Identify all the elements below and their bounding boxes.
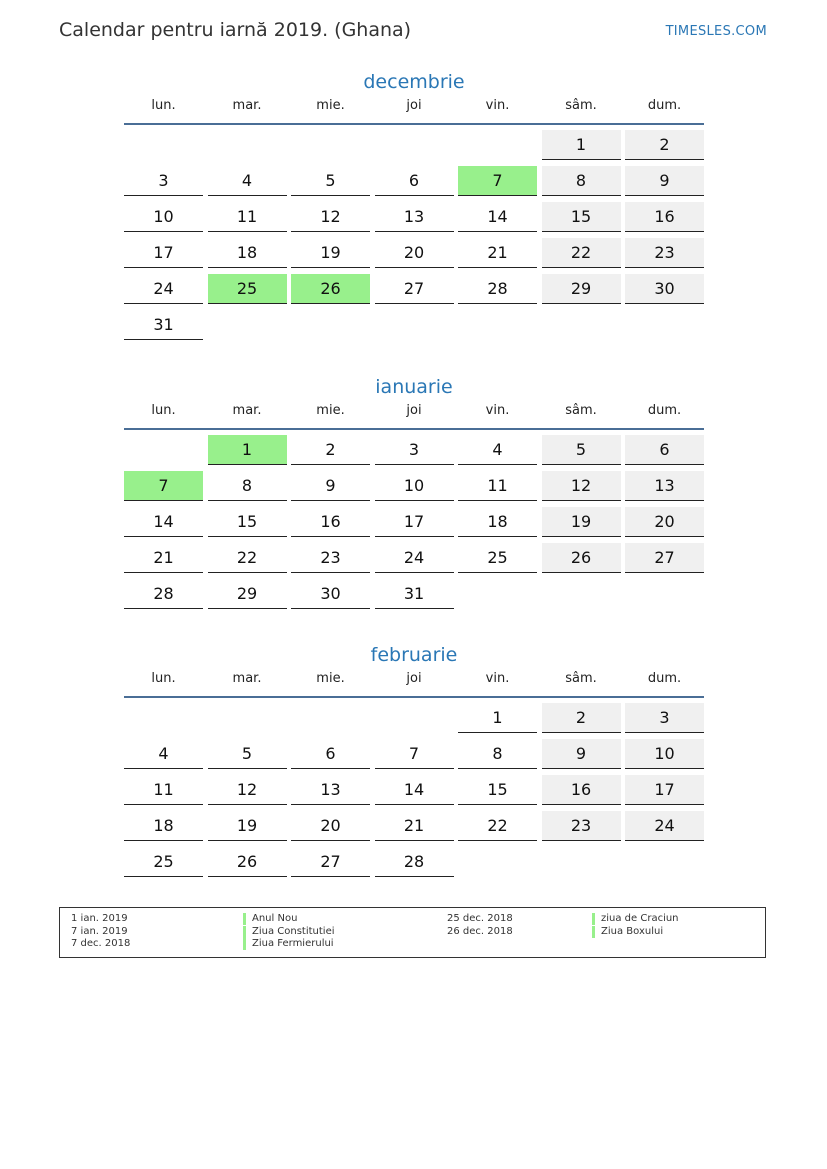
day-cell[interactable]: 29 xyxy=(542,274,621,304)
day-cell[interactable]: 28 xyxy=(375,847,454,877)
day-cell[interactable]: 1 xyxy=(542,130,621,160)
weekday-label: joi xyxy=(406,671,422,686)
empty-day-cell xyxy=(124,130,203,160)
weekday-label: vin. xyxy=(485,671,510,686)
legend-holiday-name: Ziua Fermierului xyxy=(243,938,334,950)
day-cell[interactable]: 2 xyxy=(291,435,370,465)
week-row xyxy=(124,543,704,579)
day-cell[interactable]: 13 xyxy=(625,471,704,501)
weekday-header xyxy=(124,96,704,125)
day-cell[interactable]: 12 xyxy=(291,202,370,232)
day-cell[interactable]: 12 xyxy=(208,775,287,805)
weekday-label: dum. xyxy=(647,671,682,686)
day-cell[interactable]: 26 xyxy=(542,543,621,573)
empty-day-cell xyxy=(458,847,537,877)
day-cell[interactable]: 22 xyxy=(208,543,287,573)
day-cell[interactable]: 16 xyxy=(625,202,704,232)
week-row xyxy=(124,471,704,507)
day-cell[interactable]: 17 xyxy=(625,775,704,805)
day-cell[interactable]: 17 xyxy=(375,507,454,537)
day-cell[interactable]: 24 xyxy=(375,543,454,573)
legend-date: 26 dec. 2018 xyxy=(447,926,513,937)
day-cell[interactable]: 7 xyxy=(124,471,203,501)
legend-holiday-name: Ziua Constitutiei xyxy=(243,926,335,938)
day-cell[interactable]: 25 xyxy=(208,274,287,304)
day-cell[interactable]: 19 xyxy=(208,811,287,841)
empty-day-cell xyxy=(458,310,537,340)
day-cell[interactable]: 8 xyxy=(542,166,621,196)
day-cell[interactable]: 20 xyxy=(291,811,370,841)
legend-date: 25 dec. 2018 xyxy=(447,913,513,924)
day-cell[interactable]: 10 xyxy=(375,471,454,501)
empty-day-cell xyxy=(375,310,454,340)
legend-holiday-name: Ziua Boxului xyxy=(592,926,663,938)
day-cell[interactable]: 8 xyxy=(458,739,537,769)
day-cell[interactable]: 7 xyxy=(458,166,537,196)
weekday-label: mie. xyxy=(316,671,345,686)
day-cell[interactable]: 20 xyxy=(375,238,454,268)
empty-day-cell xyxy=(291,703,370,733)
calendar-grid xyxy=(124,125,704,346)
day-cell[interactable]: 6 xyxy=(625,435,704,465)
day-cell[interactable]: 4 xyxy=(208,166,287,196)
day-cell[interactable]: 5 xyxy=(208,739,287,769)
weekday-label: lun. xyxy=(151,403,176,418)
weekday-label: lun. xyxy=(151,98,176,113)
day-cell[interactable]: 18 xyxy=(458,507,537,537)
day-cell[interactable]: 14 xyxy=(124,507,203,537)
page-title: Calendar pentru iarnă 2019. (Ghana) xyxy=(59,19,412,41)
day-cell[interactable]: 21 xyxy=(375,811,454,841)
empty-day-cell xyxy=(124,435,203,465)
day-cell[interactable]: 24 xyxy=(124,274,203,304)
day-cell[interactable]: 14 xyxy=(458,202,537,232)
day-cell[interactable]: 25 xyxy=(124,847,203,877)
day-cell[interactable]: 27 xyxy=(291,847,370,877)
empty-day-cell xyxy=(291,130,370,160)
legend-date: 1 ian. 2019 xyxy=(71,913,128,924)
day-cell[interactable]: 6 xyxy=(291,739,370,769)
day-cell[interactable]: 28 xyxy=(124,579,203,609)
day-cell[interactable]: 27 xyxy=(625,543,704,573)
day-cell[interactable]: 18 xyxy=(208,238,287,268)
day-cell[interactable]: 21 xyxy=(458,238,537,268)
week-row xyxy=(124,202,704,238)
day-cell[interactable]: 9 xyxy=(625,166,704,196)
day-cell[interactable]: 4 xyxy=(124,739,203,769)
empty-day-cell xyxy=(542,310,621,340)
day-cell[interactable]: 11 xyxy=(458,471,537,501)
empty-day-cell xyxy=(458,130,537,160)
weekday-label: vin. xyxy=(485,98,510,113)
week-row xyxy=(124,579,704,615)
empty-day-cell xyxy=(291,310,370,340)
month-february xyxy=(124,641,704,883)
day-cell[interactable]: 8 xyxy=(208,471,287,501)
empty-day-cell xyxy=(625,847,704,877)
holiday-legend xyxy=(59,907,766,958)
day-cell[interactable]: 13 xyxy=(291,775,370,805)
week-row xyxy=(124,130,704,166)
day-cell[interactable]: 31 xyxy=(124,310,203,340)
weekday-header xyxy=(124,401,704,430)
day-cell[interactable]: 27 xyxy=(375,274,454,304)
day-cell[interactable]: 3 xyxy=(375,435,454,465)
day-cell[interactable]: 16 xyxy=(291,507,370,537)
weekday-label: joi xyxy=(406,98,422,113)
day-cell[interactable]: 11 xyxy=(124,775,203,805)
weekday-label: dum. xyxy=(647,403,682,418)
weekday-label: vin. xyxy=(485,403,510,418)
month-title: decembrie xyxy=(363,71,465,93)
empty-day-cell xyxy=(208,130,287,160)
day-cell[interactable]: 14 xyxy=(375,775,454,805)
day-cell[interactable]: 16 xyxy=(542,775,621,805)
day-cell[interactable]: 26 xyxy=(208,847,287,877)
weekday-header xyxy=(124,669,704,698)
day-cell[interactable]: 21 xyxy=(124,543,203,573)
weekday-label: sâm. xyxy=(565,671,597,686)
day-cell[interactable]: 15 xyxy=(208,507,287,537)
empty-day-cell xyxy=(124,703,203,733)
calendar-grid xyxy=(124,430,704,615)
day-cell[interactable]: 29 xyxy=(208,579,287,609)
day-cell[interactable]: 3 xyxy=(625,703,704,733)
day-cell[interactable]: 11 xyxy=(208,202,287,232)
day-cell[interactable]: 17 xyxy=(124,238,203,268)
day-cell[interactable]: 22 xyxy=(458,811,537,841)
day-cell[interactable]: 30 xyxy=(291,579,370,609)
empty-day-cell xyxy=(542,847,621,877)
day-cell[interactable]: 6 xyxy=(375,166,454,196)
empty-day-cell xyxy=(208,310,287,340)
empty-day-cell xyxy=(375,130,454,160)
day-cell[interactable]: 10 xyxy=(625,739,704,769)
empty-day-cell xyxy=(375,703,454,733)
day-cell[interactable]: 23 xyxy=(625,238,704,268)
week-row xyxy=(124,739,704,775)
day-cell[interactable]: 26 xyxy=(291,274,370,304)
day-cell[interactable]: 22 xyxy=(542,238,621,268)
week-row xyxy=(124,811,704,847)
day-cell[interactable]: 10 xyxy=(124,202,203,232)
week-row xyxy=(124,166,704,202)
calendar-grid xyxy=(124,698,704,883)
empty-day-cell xyxy=(208,703,287,733)
empty-day-cell xyxy=(625,310,704,340)
day-cell[interactable]: 24 xyxy=(625,811,704,841)
week-row xyxy=(124,775,704,811)
month-january xyxy=(124,373,704,615)
day-cell[interactable]: 2 xyxy=(625,130,704,160)
weekday-label: sâm. xyxy=(565,403,597,418)
week-row xyxy=(124,238,704,274)
weekday-label: joi xyxy=(406,403,422,418)
weekday-label: mar. xyxy=(232,671,262,686)
day-cell[interactable]: 30 xyxy=(625,274,704,304)
day-cell[interactable]: 1 xyxy=(458,703,537,733)
empty-day-cell xyxy=(458,579,537,609)
day-cell[interactable]: 28 xyxy=(458,274,537,304)
weekday-label: mar. xyxy=(232,98,262,113)
day-cell[interactable]: 23 xyxy=(291,543,370,573)
day-cell[interactable]: 5 xyxy=(542,435,621,465)
month-title: ianuarie xyxy=(375,376,453,398)
weekday-label: lun. xyxy=(151,671,176,686)
week-row xyxy=(124,310,704,346)
legend-date: 7 ian. 2019 xyxy=(71,926,128,937)
legend-holiday-name: ziua de Craciun xyxy=(592,913,679,925)
day-cell[interactable]: 12 xyxy=(542,471,621,501)
legend-date: 7 dec. 2018 xyxy=(71,938,131,949)
empty-day-cell xyxy=(625,579,704,609)
day-cell[interactable]: 19 xyxy=(542,507,621,537)
day-cell[interactable]: 5 xyxy=(291,166,370,196)
empty-day-cell xyxy=(542,579,621,609)
legend-holiday-name: Anul Nou xyxy=(243,913,297,925)
week-row xyxy=(124,507,704,543)
brand-logo[interactable]: TIMESLES.COM xyxy=(665,24,767,39)
week-row xyxy=(124,435,704,471)
week-row xyxy=(124,274,704,310)
day-cell[interactable]: 9 xyxy=(542,739,621,769)
day-cell[interactable]: 15 xyxy=(542,202,621,232)
weekday-label: mie. xyxy=(316,98,345,113)
day-cell[interactable]: 18 xyxy=(124,811,203,841)
day-cell[interactable]: 7 xyxy=(375,739,454,769)
weekday-label: dum. xyxy=(647,98,682,113)
day-cell[interactable]: 31 xyxy=(375,579,454,609)
day-cell[interactable]: 15 xyxy=(458,775,537,805)
week-row xyxy=(124,703,704,739)
day-cell[interactable]: 3 xyxy=(124,166,203,196)
day-cell[interactable]: 2 xyxy=(542,703,621,733)
day-cell[interactable]: 13 xyxy=(375,202,454,232)
month-december xyxy=(124,68,704,346)
day-cell[interactable]: 4 xyxy=(458,435,537,465)
day-cell[interactable]: 19 xyxy=(291,238,370,268)
day-cell[interactable]: 9 xyxy=(291,471,370,501)
day-cell[interactable]: 1 xyxy=(208,435,287,465)
day-cell[interactable]: 20 xyxy=(625,507,704,537)
day-cell[interactable]: 25 xyxy=(458,543,537,573)
weekday-label: sâm. xyxy=(565,98,597,113)
day-cell[interactable]: 23 xyxy=(542,811,621,841)
week-row xyxy=(124,847,704,883)
weekday-label: mie. xyxy=(316,403,345,418)
weekday-label: mar. xyxy=(232,403,262,418)
month-title: februarie xyxy=(370,644,458,666)
